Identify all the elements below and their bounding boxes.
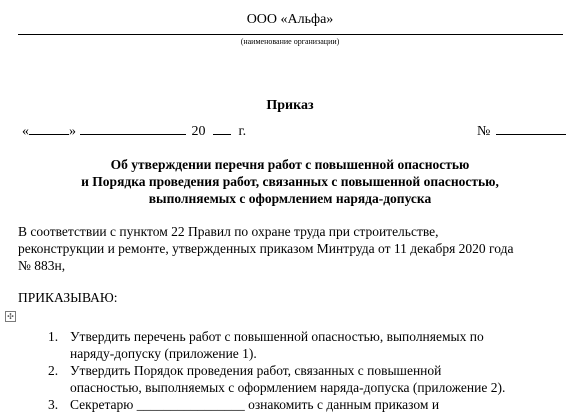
day-blank[interactable] <box>29 120 69 135</box>
organization-caption: (наименование организации) <box>240 37 340 46</box>
month-blank[interactable] <box>80 120 186 135</box>
list-item-text-continued: наряду-допуску (приложение 1). <box>70 346 257 361</box>
number-line <box>477 120 566 140</box>
year-suffix: г. <box>238 124 247 139</box>
order-title: Приказ <box>266 98 314 113</box>
list-item-number: 3. <box>48 397 59 412</box>
list-item-text-continued: опасностью, выполняемых с оформлением наряда-допуска (приложение 2). <box>70 380 506 395</box>
date-open-quote: « <box>22 124 29 139</box>
command-heading: ПРИКАЗЫВАЮ: <box>18 290 118 305</box>
number-sign: № <box>477 124 491 139</box>
body-line-3: № 883н, <box>18 258 66 273</box>
subject-line-2: и Порядка проведения работ, связанных с повышенной опасностью, <box>81 174 499 189</box>
date-close-quote: » <box>69 124 76 139</box>
move-handle-icon[interactable]: ✣ <box>5 311 16 322</box>
list-item-number: 2. <box>48 363 59 378</box>
subject-line-3: выполняемых с оформлением наряда-допуска <box>148 191 432 206</box>
body-line-2: реконструкции и ремонте, утвержденных приказом Минтруда от 11 декабря 2020 года <box>18 241 514 256</box>
organization-name: ООО «Альфа» <box>246 12 334 27</box>
number-blank[interactable] <box>496 120 566 135</box>
list-item-number: 1. <box>48 329 59 344</box>
organization-underline <box>18 34 563 35</box>
subject-line-1: Об утверждении перечня работ с повышенной опасностью <box>110 157 470 172</box>
date-line <box>22 120 246 140</box>
list-item-text: Утвердить Порядок проведения работ, связанных с повышенной <box>70 363 442 378</box>
list-item-text: Утвердить перечень работ с повышенной опасностью, выполняемых по <box>70 329 484 344</box>
year-blank[interactable] <box>213 120 231 135</box>
list-item-text: Секретарю ________________ ознакомить с данным приказом и <box>70 397 440 412</box>
year-prefix: 20 <box>191 124 206 139</box>
body-line-1: В соответствии с пунктом 22 Правил по охране труда при строительстве, <box>18 224 439 239</box>
